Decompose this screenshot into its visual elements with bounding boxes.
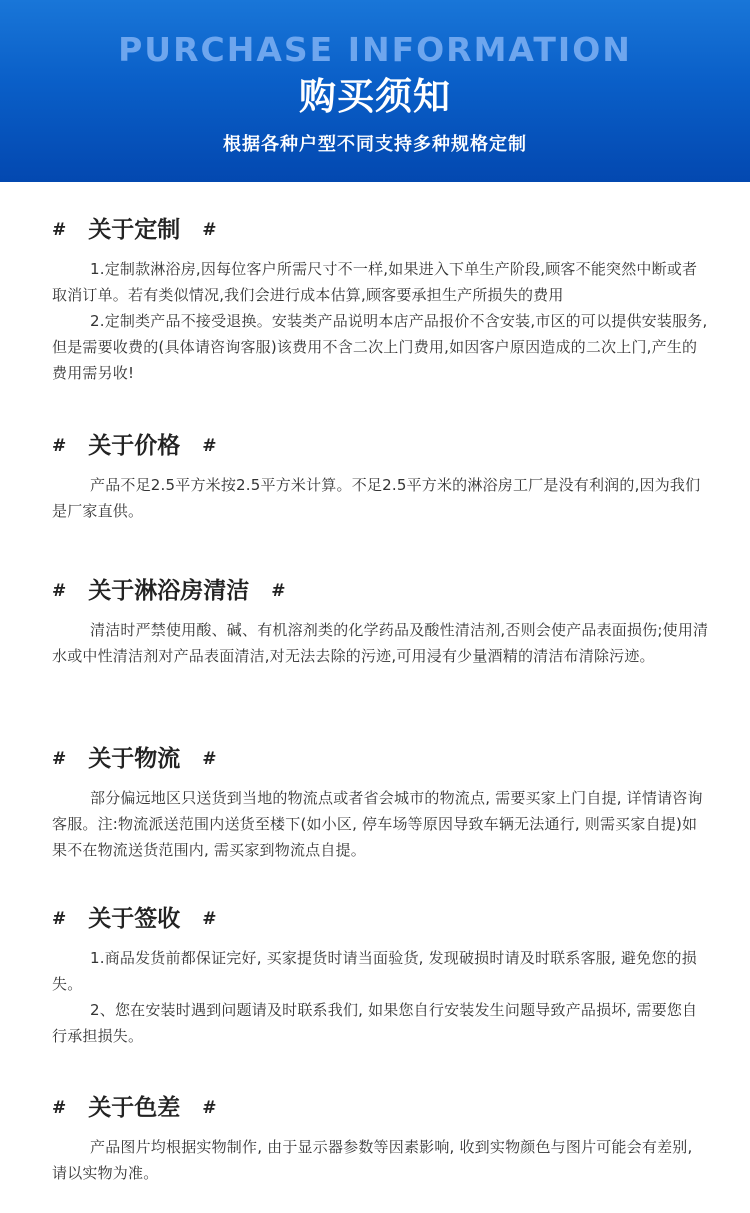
hash-mark: # <box>52 909 67 929</box>
paragraph: 产品图片均根据实物制作, 由于显示器参数等因素影响, 收到实物颜色与图片可能会有差别, 请以实物为准。 <box>52 1138 693 1182</box>
section-heading <box>0 210 750 250</box>
section-logistics <box>0 739 750 863</box>
hash-mark: # <box>202 436 217 456</box>
paragraph: 2、您在安装时遇到问题请及时联系我们, 如果您自行安装发生问题导致产品损坏, 需要您自行承担损失。 <box>52 1001 698 1045</box>
section-receipt <box>0 899 750 1049</box>
hash-mark: # <box>52 581 67 601</box>
section-title: 关于色差 <box>88 1095 181 1121</box>
hash-mark: # <box>202 909 217 929</box>
section-title: 关于定制 <box>88 217 181 243</box>
header-banner <box>0 0 750 182</box>
section-color-difference <box>0 1088 750 1186</box>
section-heading <box>0 739 750 779</box>
section-title: 关于价格 <box>88 433 181 459</box>
section-price <box>0 426 750 524</box>
hash-mark: # <box>52 436 67 456</box>
hash-mark: # <box>202 1098 217 1118</box>
section-heading <box>0 426 750 466</box>
hash-mark: # <box>202 749 217 769</box>
hash-mark: # <box>271 581 286 601</box>
section-heading <box>0 899 750 939</box>
paragraph: 产品不足2.5平方米按2.5平方米计算。不足2.5平方米的淋浴房工厂是没有利润的,因为我们是厂家直供。 <box>52 476 701 520</box>
section-title: 关于签收 <box>88 906 181 932</box>
banner-subtitle: 根据各种户型不同支持多种规格定制 <box>223 134 527 155</box>
paragraph: 2.定制类产品不接受退换。安装类产品说明本店产品报价不含安装,市区的可以提供安装服务,但是需要收费的(具体请咨询客服)该费用不含二次上门费用,如因客户原因造成的二次上门,产生的费用需另收! <box>52 312 708 382</box>
section-title: 关于物流 <box>88 746 181 772</box>
paragraph: 1.商品发货前都保证完好, 买家提货时请当面验货, 发现破损时请及时联系客服, 避免您的损失。 <box>52 949 697 993</box>
paragraph: 部分偏远地区只送货到当地的物流点或者省会城市的物流点, 需要买家上门自提, 详情请咨询客服。注:物流派送范围内送货至楼下(如小区, 停车场等原因导致车辆无法通行, 则需买家自提)如果不在物流送货范围内, 需买家到物流点自提。 <box>52 789 703 859</box>
section-heading <box>0 1088 750 1128</box>
hash-mark: # <box>52 220 67 240</box>
section-cleaning <box>0 571 750 669</box>
section-title: 关于淋浴房清洁 <box>88 578 250 604</box>
section-heading <box>0 571 750 611</box>
hash-mark: # <box>52 749 67 769</box>
paragraph: 1.定制款淋浴房,因每位客户所需尺寸不一样,如果进入下单生产阶段,顾客不能突然中断或者取消订单。若有类似情况,我们会进行成本估算,顾客要承担生产所损失的费用 <box>52 260 698 304</box>
hash-mark: # <box>52 1098 67 1118</box>
banner-english-title: PURCHASE INFORMATION <box>118 30 632 69</box>
paragraph: 清洁时严禁使用酸、碱、有机溶剂类的化学药品及酸性清洁剂,否则会使产品表面损伤;使用清水或中性清洁剂对产品表面清洁,对无法去除的污迹,可用浸有少量酒精的清洁布清除污迹。 <box>52 621 709 665</box>
hash-mark: # <box>202 220 217 240</box>
banner-title: 购买须知 <box>299 75 451 118</box>
section-customization <box>0 210 750 386</box>
